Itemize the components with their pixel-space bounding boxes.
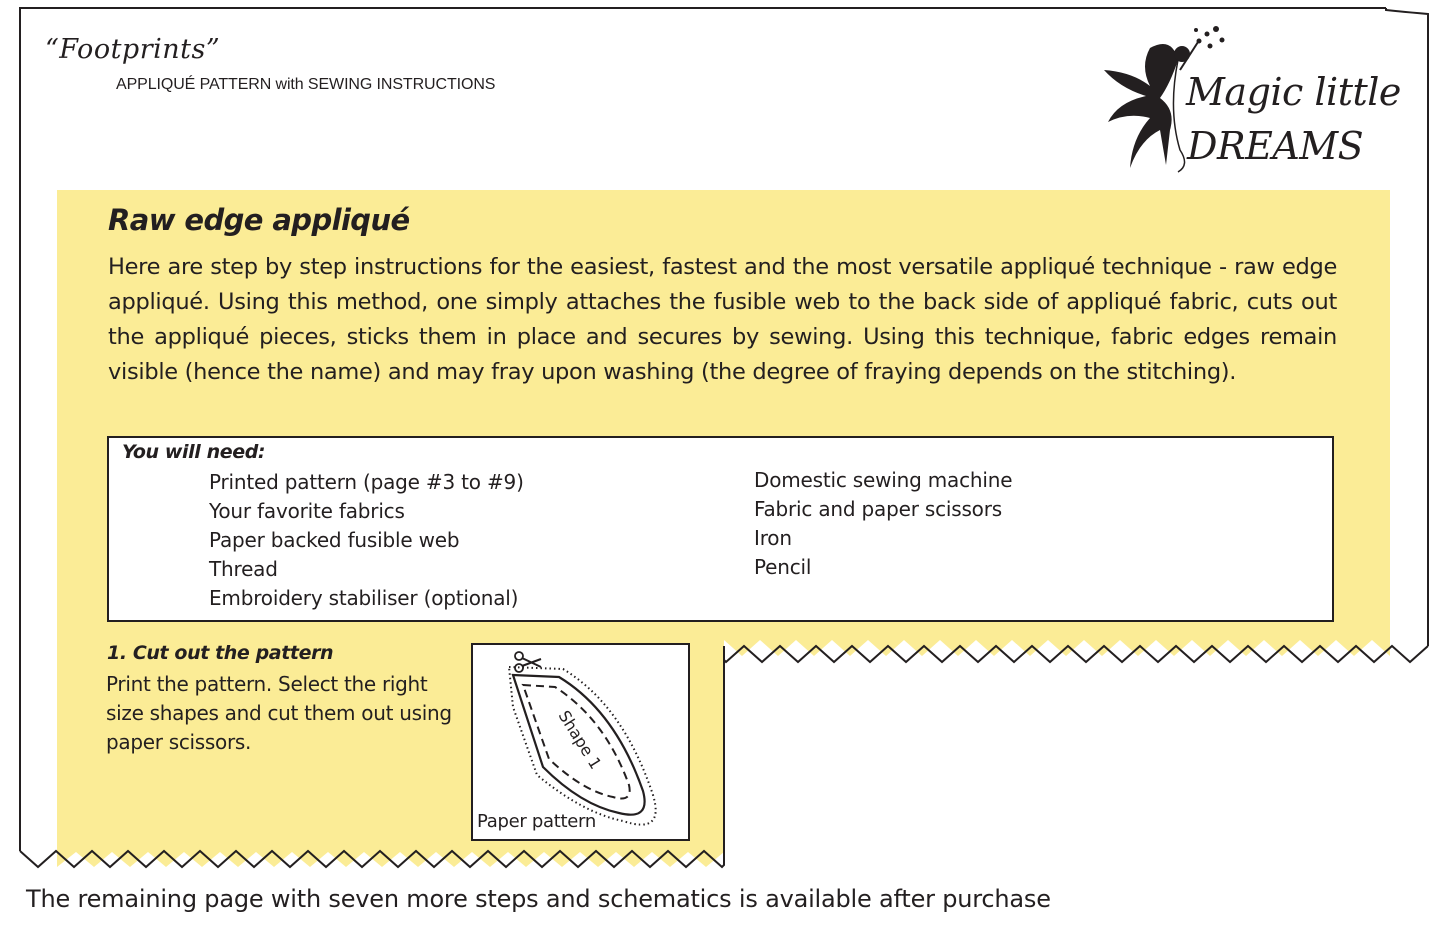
pattern-subtitle: APPLIQUÉ PATTERN with SEWING INSTRUCTIONS bbox=[116, 76, 496, 93]
list-item: Printed pattern (page #3 to #9) bbox=[209, 470, 524, 494]
list-item: Embroidery stabiliser (optional) bbox=[209, 586, 519, 610]
pattern-title: “Footprints” bbox=[45, 34, 221, 65]
scissors-icon bbox=[511, 649, 545, 677]
logo-text-line1: Magic little bbox=[1186, 70, 1401, 114]
step-1-title: 1. Cut out the pattern bbox=[107, 642, 334, 664]
logo-text-line2: DREAMS bbox=[1187, 124, 1364, 168]
list-item: Thread bbox=[209, 557, 278, 581]
materials-list-right bbox=[754, 466, 1012, 582]
list-item: Iron bbox=[754, 526, 792, 550]
intro-paragraph: Here are step by step instructions for the easiest, fastest and the most versatile appliqué technique - raw edge appliqué. Using this method, one simply attaches the fusible web to the back side of appliqué fabric, cuts out the appliqué pieces, sticks them in place and secures by sewing. Using this technique, fabric edges remain visible (hence the name) and may fray upon washing (the degree of fraying depends on the stitching). bbox=[108, 254, 1337, 385]
materials-list-left bbox=[209, 468, 524, 613]
materials-title: You will need: bbox=[122, 441, 266, 463]
purchase-notice: The remaining page with seven more steps and schematics is available after purchase bbox=[26, 885, 1051, 913]
figure-caption: Paper pattern bbox=[477, 811, 596, 832]
pattern-shape-drawing bbox=[473, 645, 688, 839]
shape-label: Shape 1 bbox=[554, 707, 606, 773]
list-item: Pencil bbox=[754, 555, 812, 579]
section-title: Raw edge appliqué bbox=[108, 203, 410, 237]
step-1-text: Print the pattern. Select the right size shapes and cut them out using paper scissors. bbox=[106, 672, 452, 754]
right-zigzag-edge bbox=[724, 646, 1428, 662]
list-item: Fabric and paper scissors bbox=[754, 497, 1002, 521]
list-item: Domestic sewing machine bbox=[754, 468, 1013, 492]
list-item: Paper backed fusible web bbox=[209, 528, 460, 552]
list-item: Your favorite fabrics bbox=[209, 499, 405, 523]
